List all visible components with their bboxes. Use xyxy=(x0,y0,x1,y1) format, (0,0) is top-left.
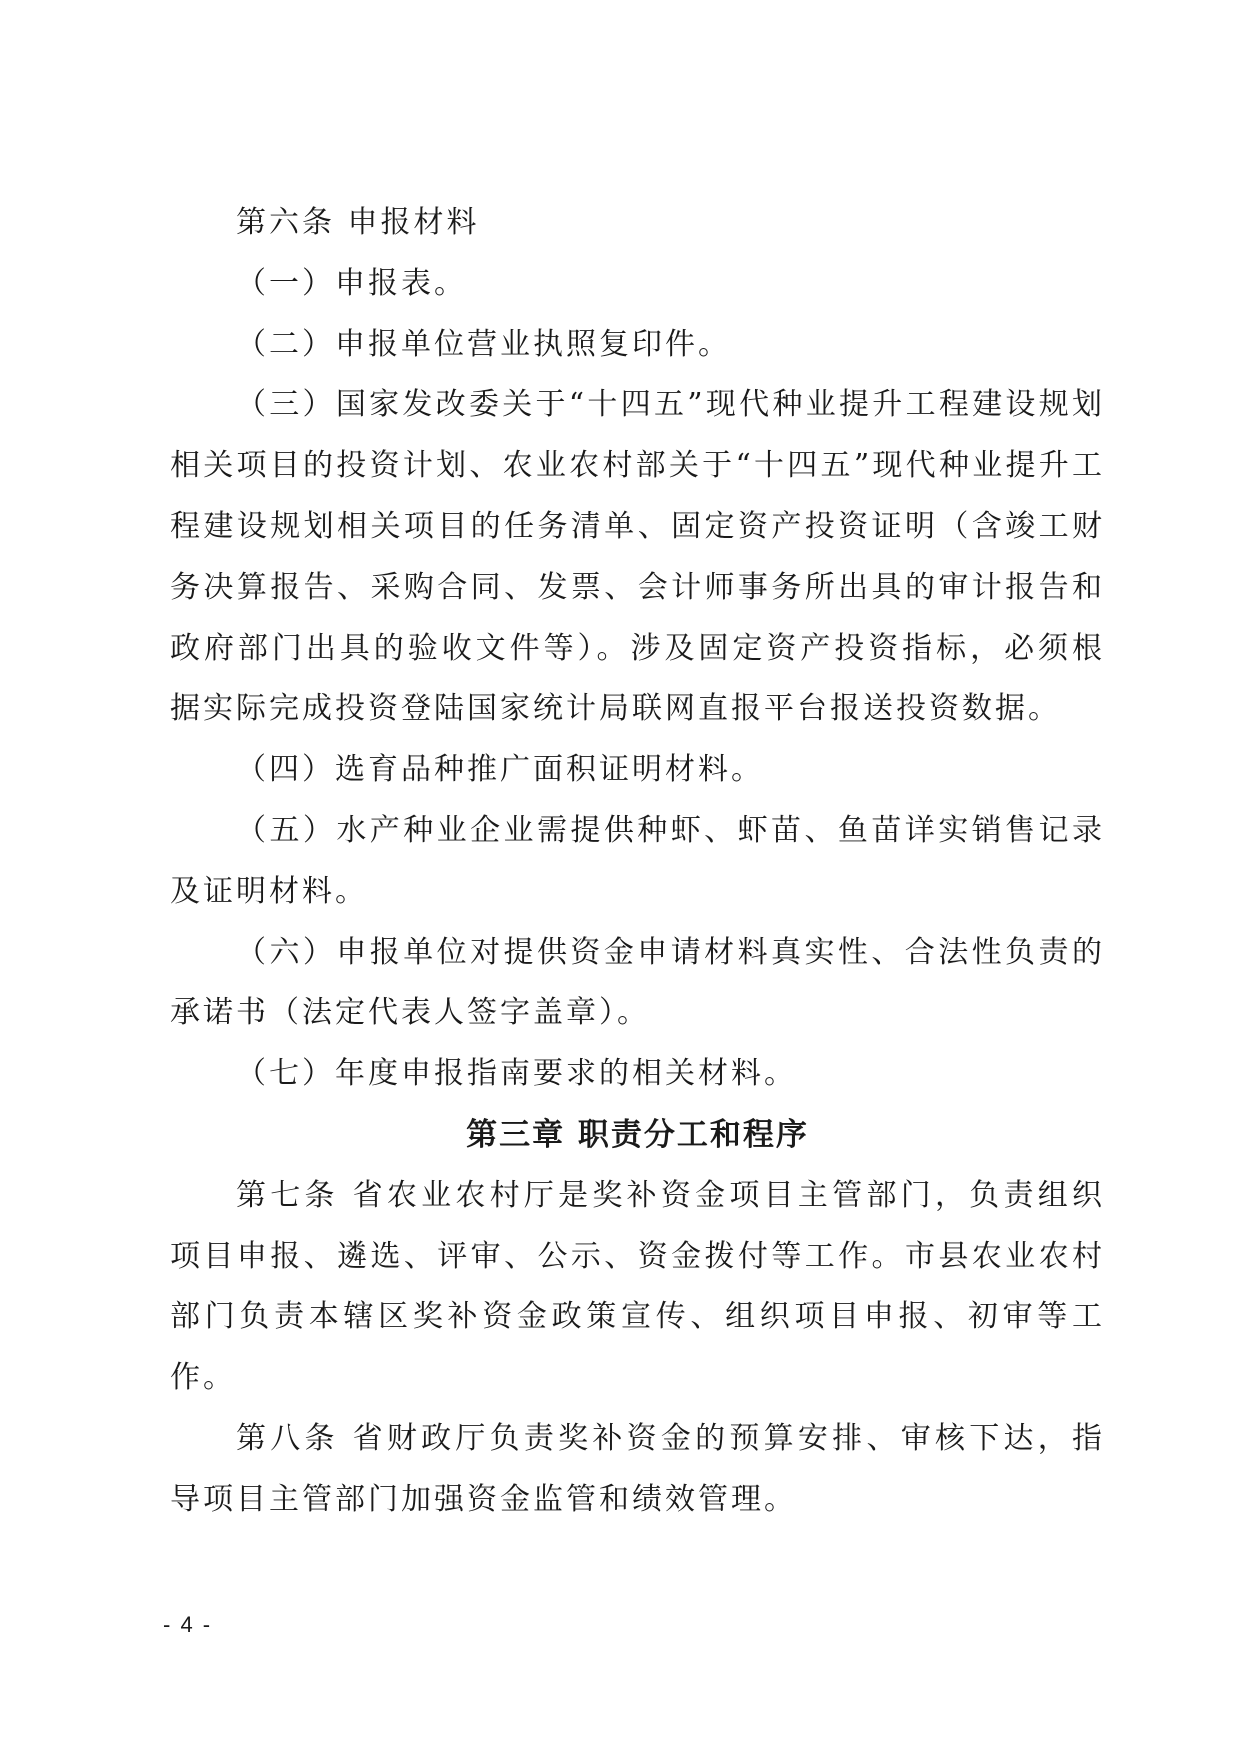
article-6-item-4: （四）选育品种推广面积证明材料。 xyxy=(236,752,764,788)
article-6-item-6: （六）申报单位对提供资金申请材料真实性、合法性负责的承诺书（法定代表人签字盖章）。 xyxy=(170,934,1105,1031)
article-6-item-1: （一）申报表。 xyxy=(236,265,467,301)
article-6-item-3: （三）国家发改委关于“十四五”现代种业提升工程建设规划相关项目的投资计划、农业农村部关于“十四五”现代种业提升工程建设规划相关项目的任务清单、固定资产投资证明（含竣工财务决算报告、采购合同、发票、会计师事务所出具的审计报告和政府部门出具的验收文件等）。涉及固定资产投资指标，必须根据实际完成投资登陆国家统计局联网直报平台报送投资数据。 xyxy=(170,387,1105,727)
article-6-title: 第六条 申报材料 xyxy=(236,205,480,240)
article-6-item-2: （二）申报单位营业执照复印件。 xyxy=(236,326,731,362)
article-6-item-7: （七）年度申报指南要求的相关材料。 xyxy=(236,1056,797,1092)
chapter-3-heading: 第三章 职责分工和程序 xyxy=(466,1116,809,1153)
document-body xyxy=(170,193,1105,1531)
page-number: - 4 - xyxy=(163,1612,213,1637)
article-8: 第八条 省财政厅负责奖补资金的预算安排、审核下达，指导项目主管部门加强资金监管和绩效管理。 xyxy=(170,1420,1105,1517)
article-6-item-5: （五）水产种业企业需提供种虾、虾苗、鱼苗详实销售记录及证明材料。 xyxy=(170,812,1105,909)
article-7: 第七条 省农业农村厅是奖补资金项目主管部门，负责组织项目申报、遴选、评审、公示、资金拨付等工作。市县农业农村部门负责本辖区奖补资金政策宣传、组织项目申报、初审等工作。 xyxy=(170,1177,1105,1396)
